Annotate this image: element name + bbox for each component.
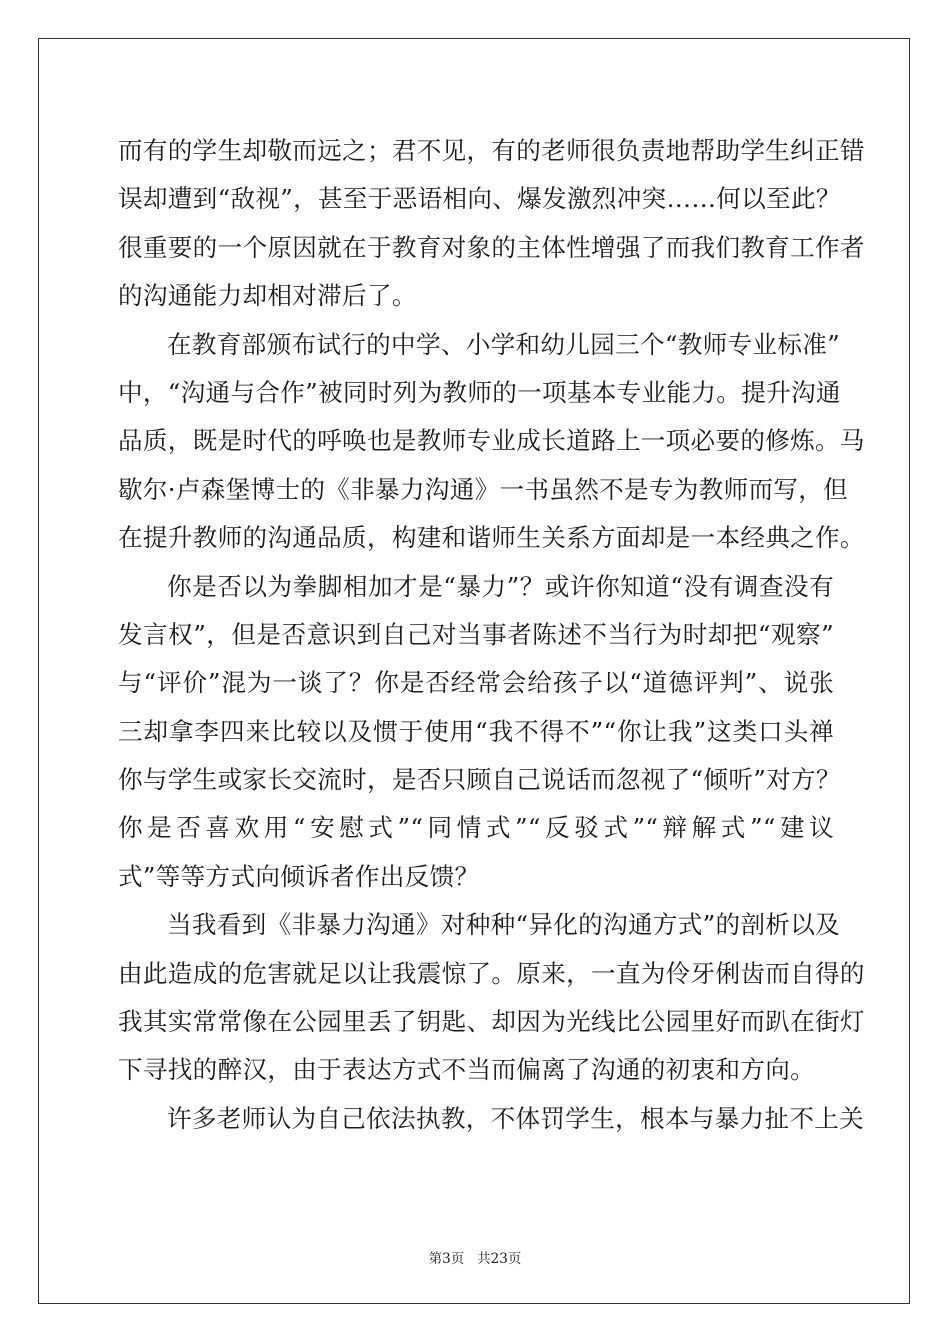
text-line: 我其实常常像在公园里丢了钥匙、却因为光线比公园里好而趴在街灯: [118, 1007, 865, 1037]
text-line: 三却拿李四来比较以及惯于使用“我不得不”“你让我”这类口头禅: [118, 716, 834, 746]
text-line: 下寻找的醉汉，由于表达方式不当而偏离了沟通的初衷和方向。: [118, 1055, 816, 1085]
text-line: 品质，既是时代的呼唤也是教师专业成长道路上一项必要的修炼。马: [118, 426, 865, 456]
page-number: 第3页 共23页: [428, 1251, 522, 1267]
document-body: [118, 127, 865, 1143]
text-line: 歇尔·卢森堡博士的《非暴力沟通》一书虽然不是专为教师而写，但: [118, 474, 849, 504]
text-line: 在教育部颁布试行的中学、小学和幼儿园三个“教师专业标准”: [167, 329, 840, 359]
text-line: 发言权”，但是否意识到自己对当事者陈述不当行为时却把“观察”: [118, 619, 834, 649]
text-line: 你与学生或家长交流时，是否只顾自己说话而忽视了“倾听”对方？: [118, 765, 841, 795]
text-line: 你是否以为拳脚相加才是“暴力”？或许你知道“没有调查没有: [167, 571, 834, 601]
text-line: 误却遭到“敌视”，甚至于恶语相向、爆发激烈冲突……何以至此？: [118, 184, 841, 214]
text-line: 的沟通能力却相对滞后了。: [118, 281, 417, 311]
text-line: 由此造成的危害就足以让我震惊了。原来，一直为伶牙俐齿而自得的: [118, 958, 865, 988]
text-line: 许多老师认为自己依法执教，不体罚学生，根本与暴力扯不上关: [167, 1103, 865, 1133]
text-line: 很重要的一个原因就在于教育对象的主体性增强了而我们教育工作者: [118, 232, 865, 262]
text-line: 在提升教师的沟通品质，构建和谐师生关系方面却是一本经典之作。: [118, 523, 865, 553]
text-line: 当我看到《非暴力沟通》对种种“异化的沟通方式”的剖析以及: [167, 910, 840, 940]
text-line: 式”等等方式向倾诉者作出反馈？: [118, 861, 480, 891]
text-line: 与“评价”混为一谈了？你是否经常会给孩子以“道德评判”、说张: [118, 668, 834, 698]
text-line: 中，“沟通与合作”被同时列为教师的一项基本专业能力。提升沟通: [118, 377, 841, 407]
text-line: 你是否喜欢用“安慰式”“同情式”“反驳式”“辩解式”“建议: [118, 813, 834, 843]
text-line: 而有的学生却敬而远之；君不见，有的老师很负责地帮助学生纠正错: [118, 136, 865, 165]
